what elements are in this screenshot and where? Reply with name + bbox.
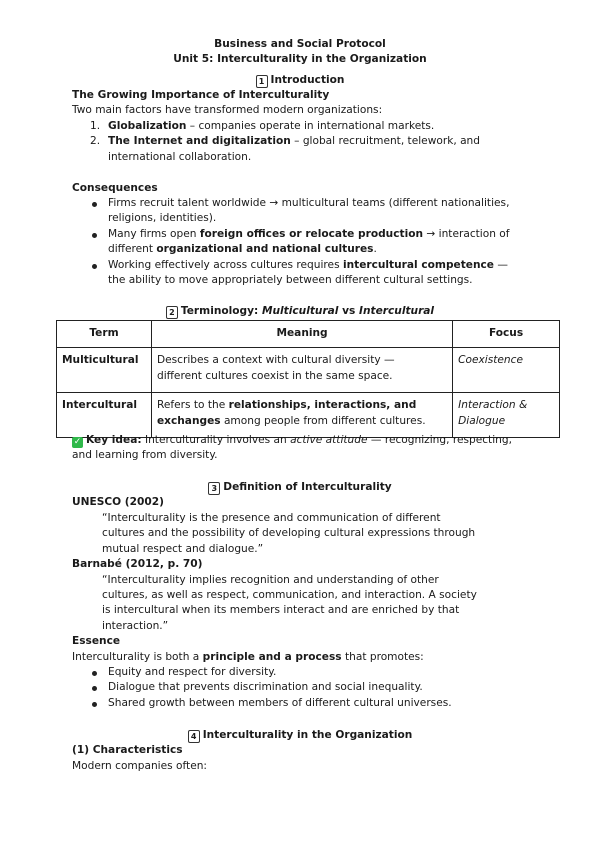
number-3-icon: 3 (208, 482, 220, 495)
key-idea: ✓ Key idea: Interculturality involves an active attitude — recognizing, respecting, (73, 434, 512, 447)
bullet-item-cont: different organizational and national cultures. (108, 243, 377, 255)
consequences-heading: Consequences (72, 182, 158, 194)
section-4-heading: 4 Interculturality in the Organization (0, 728, 600, 744)
bullet-item-cont: religions, identities). (108, 212, 217, 224)
bullet-icon (92, 202, 97, 207)
bullet-item: Many firms open foreign offices or relocate production → interaction of (108, 228, 510, 240)
table-header-row (57, 321, 560, 348)
section-3-heading: 3 Definition of Interculturality (0, 480, 600, 496)
quote-line: cultures and the possibility of developing cultural expressions through (102, 527, 476, 539)
s1-subheading: The Growing Importance of Interculturality (72, 89, 330, 101)
meaning-cell: Describes a context with cultural diversity — different cultures coexist in the same space. (151, 348, 452, 393)
column-header: Meaning (151, 321, 452, 348)
s4-intro: Modern companies often: (72, 760, 207, 772)
list-item: The Internet and digitalization – global recruitment, telework, and (108, 135, 480, 147)
barnabe-heading: Barnabé (2012, p. 70) (72, 558, 203, 570)
number-2-icon: 2 (166, 306, 178, 319)
list-number: 1. (90, 120, 101, 132)
bullet-icon (92, 702, 97, 707)
number-1-icon: 1 (256, 75, 268, 88)
doc-subtitle: Unit 5: Interculturality in the Organization (173, 53, 427, 65)
focus-cell: Interaction & Dialogue (453, 393, 560, 438)
bullet-icon (92, 671, 97, 676)
list-number: 2. (90, 135, 101, 147)
quote-line: “Interculturality implies recognition and understanding of other (102, 574, 439, 586)
quote-line: interaction.” (102, 620, 169, 632)
section-1-heading: 1 Introduction (0, 73, 600, 89)
bullet-icon (92, 264, 97, 269)
bullet-icon (92, 233, 97, 238)
quote-line: cultures, as well as respect, communication, and interaction. A society (102, 589, 477, 601)
unesco-heading: UNESCO (2002) (72, 496, 164, 508)
quote-line: mutual respect and dialogue.” (102, 543, 264, 555)
meaning-cell: Refers to the relationships, interactions, and exchanges among people from different cultures. (151, 393, 452, 438)
terminology-table (56, 320, 560, 438)
checkmark-icon: ✓ (73, 437, 82, 447)
bullet-item: Working effectively across cultures requires intercultural competence — (108, 259, 508, 271)
bullet-item: Shared growth between members of different cultural universes. (108, 697, 452, 709)
bullet-item: Dialogue that prevents discrimination and social inequality. (108, 681, 423, 693)
term-cell: Multicultural (57, 348, 152, 393)
s1-intro: Two main factors have transformed modern organizations: (72, 104, 383, 116)
quote-line: is intercultural when its members interact and are enriched by that (102, 604, 460, 616)
s4-subheading: (1) Characteristics (72, 744, 183, 756)
essence-intro: Interculturality is both a principle and a process that promotes: (72, 651, 424, 663)
bullet-item: Equity and respect for diversity. (108, 666, 277, 678)
focus-cell: Coexistence (453, 348, 560, 393)
list-item-cont: international collaboration. (108, 151, 252, 163)
quote-line: “Interculturality is the presence and communication of different (102, 512, 441, 524)
key-idea-cont: and learning from diversity. (72, 449, 218, 461)
term-cell: Intercultural (57, 393, 152, 438)
list-item: Globalization – companies operate in international markets. (108, 120, 435, 132)
essence-heading: Essence (72, 635, 121, 647)
bullet-icon (92, 686, 97, 691)
doc-title: Business and Social Protocol (214, 38, 386, 50)
column-header: Term (57, 321, 152, 348)
bullet-item: Firms recruit talent worldwide → multicultural teams (different nationalities, (108, 197, 510, 209)
table-row (57, 393, 560, 438)
section-2-heading: 2 Terminology: Multicultural vs Intercultural (0, 304, 600, 320)
number-4-icon: 4 (188, 730, 200, 743)
table-row (57, 348, 560, 393)
bullet-item-cont: the ability to move appropriately between different cultural settings. (108, 274, 473, 286)
column-header: Focus (453, 321, 560, 348)
